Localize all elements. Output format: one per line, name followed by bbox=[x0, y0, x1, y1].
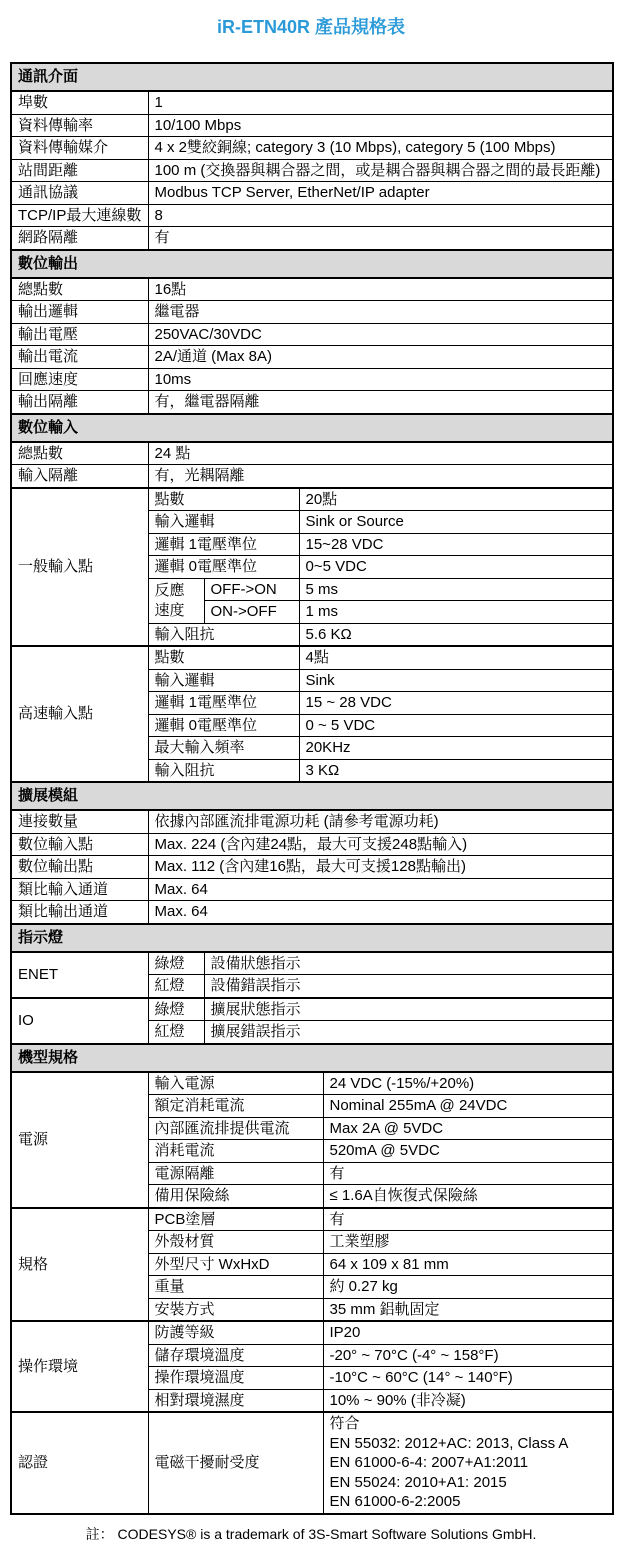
spec-value: 依據內部匯流排電源功耗 (請參考電源功耗) bbox=[148, 810, 613, 833]
spec-label: 總點數 bbox=[11, 442, 148, 465]
spec-value: 24 VDC (-15%/+20%) bbox=[323, 1072, 613, 1095]
spec-label: 重量 bbox=[148, 1276, 323, 1299]
spec-value: Max. 64 bbox=[148, 878, 613, 901]
spec-label: 輸出電流 bbox=[11, 346, 148, 369]
spec-label: 埠數 bbox=[11, 91, 148, 114]
spec-label: 消耗電流 bbox=[148, 1140, 323, 1163]
spec-label: 網路隔離 bbox=[11, 227, 148, 250]
spec-label: 相對環境濕度 bbox=[148, 1389, 323, 1412]
response-time: 1 ms bbox=[299, 601, 613, 624]
spec-value: Max. 112 (含內建16點，最大可支援128點輸出) bbox=[148, 856, 613, 879]
spec-label: 輸出邏輯 bbox=[11, 301, 148, 324]
section-header-indicator: 指示燈 bbox=[11, 924, 613, 952]
spec-label: 邏輯 0電壓準位 bbox=[148, 714, 299, 737]
spec-value: 250VAC/30VDC bbox=[148, 323, 613, 346]
spec-value: 0 ~ 5 VDC bbox=[299, 714, 613, 737]
footnote-prefix: 註： bbox=[85, 1525, 114, 1542]
spec-label: 最大輸入頻率 bbox=[148, 737, 299, 760]
spec-value: 520mA @ 5VDC bbox=[323, 1140, 613, 1163]
group-label-highspeed-input: 高速輸入點 bbox=[11, 646, 148, 782]
cert-value-line: EN 61000-6-4: 2007+A1:2011 bbox=[329, 1454, 529, 1471]
spec-label: 操作環境溫度 bbox=[148, 1367, 323, 1390]
spec-label: 輸入阻抗 bbox=[148, 623, 299, 646]
spec-value: 2A/通道 (Max 8A) bbox=[148, 346, 613, 369]
spec-label: 外型尺寸 WxHxD bbox=[148, 1253, 323, 1276]
spec-label: 邏輯 0電壓準位 bbox=[148, 556, 299, 579]
group-label-general-input: 一般輸入點 bbox=[11, 488, 148, 647]
spec-value: 有 bbox=[323, 1208, 613, 1231]
led-color: 紅燈 bbox=[148, 1021, 204, 1044]
spec-value: Nominal 255mA @ 24VDC bbox=[323, 1095, 613, 1118]
spec-value: 有，繼電器隔離 bbox=[148, 391, 613, 414]
spec-value: 4點 bbox=[299, 646, 613, 669]
footnote bbox=[0, 1524, 622, 1544]
spec-value: 4 x 2雙絞銅線; category 3 (10 Mbps), category 5 (100 Mbps) bbox=[148, 137, 613, 160]
spec-label: 防護等級 bbox=[148, 1321, 323, 1344]
spec-label: 輸出隔離 bbox=[11, 391, 148, 414]
footnote-text: CODESYS® is a trademark of 3S-Smart Software Solutions GmbH. bbox=[117, 1525, 537, 1542]
spec-label: 額定消耗電流 bbox=[148, 1095, 323, 1118]
spec-label: TCP/IP最大連線數 bbox=[11, 204, 148, 227]
spec-value: 有 bbox=[148, 227, 613, 250]
spec-value: 工業塑膠 bbox=[323, 1231, 613, 1254]
spec-value: 8 bbox=[148, 204, 613, 227]
led-color: 綠燈 bbox=[148, 998, 204, 1021]
spec-value: Max. 224 (含內建24點，最大可支援248點輸入) bbox=[148, 833, 613, 856]
spec-value: 1 bbox=[148, 91, 613, 114]
spec-value: 64 x 109 x 81 mm bbox=[323, 1253, 613, 1276]
spec-label: 電源隔離 bbox=[148, 1162, 323, 1185]
spec-value: -20° ~ 70°C (-4° ~ 158°F) bbox=[323, 1344, 613, 1367]
spec-value: 5.6 KΩ bbox=[299, 623, 613, 646]
spec-label: 儲存環境溫度 bbox=[148, 1344, 323, 1367]
led-desc: 擴展狀態指示 bbox=[204, 998, 613, 1021]
spec-value: Sink bbox=[299, 669, 613, 692]
spec-value: 100 m (交換器與耦合器之間，或是耦合器與耦合器之間的最長距離) bbox=[148, 159, 613, 182]
group-label-environment: 操作環境 bbox=[11, 1321, 148, 1412]
group-label-power: 電源 bbox=[11, 1072, 148, 1208]
spec-label: 外殼材質 bbox=[148, 1231, 323, 1254]
response-direction: ON->OFF bbox=[204, 601, 299, 624]
spec-value: Max. 64 bbox=[148, 901, 613, 924]
spec-label: 邏輯 1電壓準位 bbox=[148, 533, 299, 556]
cert-value-line: EN 55024: 2010+A1: 2015 bbox=[329, 1473, 507, 1491]
spec-label: 資料傳輸率 bbox=[11, 114, 148, 137]
spec-value: 35 mm 鋁軌固定 bbox=[323, 1298, 613, 1321]
spec-value: Modbus TCP Server, EtherNet/IP adapter bbox=[148, 182, 613, 205]
spec-value: 16點 bbox=[148, 278, 613, 301]
spec-table bbox=[10, 62, 614, 1515]
spec-value: 10ms bbox=[148, 368, 613, 391]
group-label-io: IO bbox=[11, 998, 148, 1044]
spec-label: 點數 bbox=[148, 488, 299, 511]
spec-label: 數位輸入點 bbox=[11, 833, 148, 856]
spec-value: 24 點 bbox=[148, 442, 613, 465]
response-time: 5 ms bbox=[299, 578, 613, 601]
led-desc: 設備狀態指示 bbox=[204, 952, 613, 975]
cert-label: 認證 bbox=[11, 1412, 148, 1514]
spec-label: 總點數 bbox=[11, 278, 148, 301]
cert-value-line: EN 55032: 2012+AC: 2013, Class A bbox=[329, 1434, 569, 1452]
section-header-model: 機型規格 bbox=[11, 1044, 613, 1072]
spec-label: 站間距離 bbox=[11, 159, 148, 182]
spec-value: IP20 bbox=[323, 1321, 613, 1344]
group-label-enet: ENET bbox=[11, 952, 148, 998]
response-direction: OFF->ON bbox=[204, 578, 299, 601]
spec-label: 內部匯流排提供電流 bbox=[148, 1117, 323, 1140]
spec-label: 安裝方式 bbox=[148, 1298, 323, 1321]
spec-label: 邏輯 1電壓準位 bbox=[148, 692, 299, 715]
spec-label: 數位輸出點 bbox=[11, 856, 148, 879]
spec-label: 類比輸出通道 bbox=[11, 901, 148, 924]
cert-value-line: EN 61000-6-2:2005 bbox=[329, 1493, 461, 1510]
spec-value: -10°C ~ 60°C (14° ~ 140°F) bbox=[323, 1367, 613, 1390]
spec-value: 繼電器 bbox=[148, 301, 613, 324]
spec-label: 點數 bbox=[148, 646, 299, 669]
spec-label: 輸入邏輯 bbox=[148, 669, 299, 692]
spec-value: 約 0.27 kg bbox=[323, 1276, 613, 1299]
spec-value: 有 bbox=[323, 1162, 613, 1185]
spec-label: 通訊協議 bbox=[11, 182, 148, 205]
spec-label: 類比輸入通道 bbox=[11, 878, 148, 901]
spec-value: 20點 bbox=[299, 488, 613, 511]
group-label-spec: 規格 bbox=[11, 1208, 148, 1322]
section-header-digital-output: 數位輸出 bbox=[11, 250, 613, 278]
spec-value: 10/100 Mbps bbox=[148, 114, 613, 137]
led-color: 紅燈 bbox=[148, 975, 204, 998]
spec-value: 15~28 VDC bbox=[299, 533, 613, 556]
response-speed-label: 反應速度 bbox=[148, 578, 204, 623]
led-color: 綠燈 bbox=[148, 952, 204, 975]
cert-value bbox=[323, 1412, 613, 1514]
spec-value: 0~5 VDC bbox=[299, 556, 613, 579]
spec-label: 連接數量 bbox=[11, 810, 148, 833]
spec-value: 20KHz bbox=[299, 737, 613, 760]
spec-label: 輸入阻抗 bbox=[148, 759, 299, 782]
section-header-expansion: 擴展模組 bbox=[11, 782, 613, 810]
spec-label: 資料傳輸媒介 bbox=[11, 137, 148, 160]
spec-label: 備用保險絲 bbox=[148, 1185, 323, 1208]
spec-label: 輸出電壓 bbox=[11, 323, 148, 346]
spec-label: 輸入隔離 bbox=[11, 465, 148, 488]
cert-item-label: 電磁干擾耐受度 bbox=[148, 1412, 323, 1514]
spec-value: Max 2A @ 5VDC bbox=[323, 1117, 613, 1140]
led-desc: 設備錯誤指示 bbox=[204, 975, 613, 998]
page-title: iR-ETN40R 產品規格表 bbox=[216, 17, 405, 37]
spec-value: 3 KΩ bbox=[299, 759, 613, 782]
spec-label: PCB塗層 bbox=[148, 1208, 323, 1231]
spec-value: 有，光耦隔離 bbox=[148, 465, 613, 488]
spec-label: 輸入電源 bbox=[148, 1072, 323, 1095]
led-desc: 擴展錯誤指示 bbox=[204, 1021, 613, 1044]
spec-value: 10% ~ 90% (非冷凝) bbox=[323, 1389, 613, 1412]
spec-value: Sink or Source bbox=[299, 511, 613, 534]
cert-value-line: 符合 bbox=[329, 1415, 360, 1432]
spec-value: ≤ 1.6A自恢復式保險絲 bbox=[323, 1185, 613, 1208]
spec-label: 輸入邏輯 bbox=[148, 511, 299, 534]
section-header-digital-input: 數位輸入 bbox=[11, 414, 613, 442]
spec-value: 15 ~ 28 VDC bbox=[299, 692, 613, 715]
section-header-communication: 通訊介面 bbox=[11, 63, 613, 91]
spec-label: 回應速度 bbox=[11, 368, 148, 391]
